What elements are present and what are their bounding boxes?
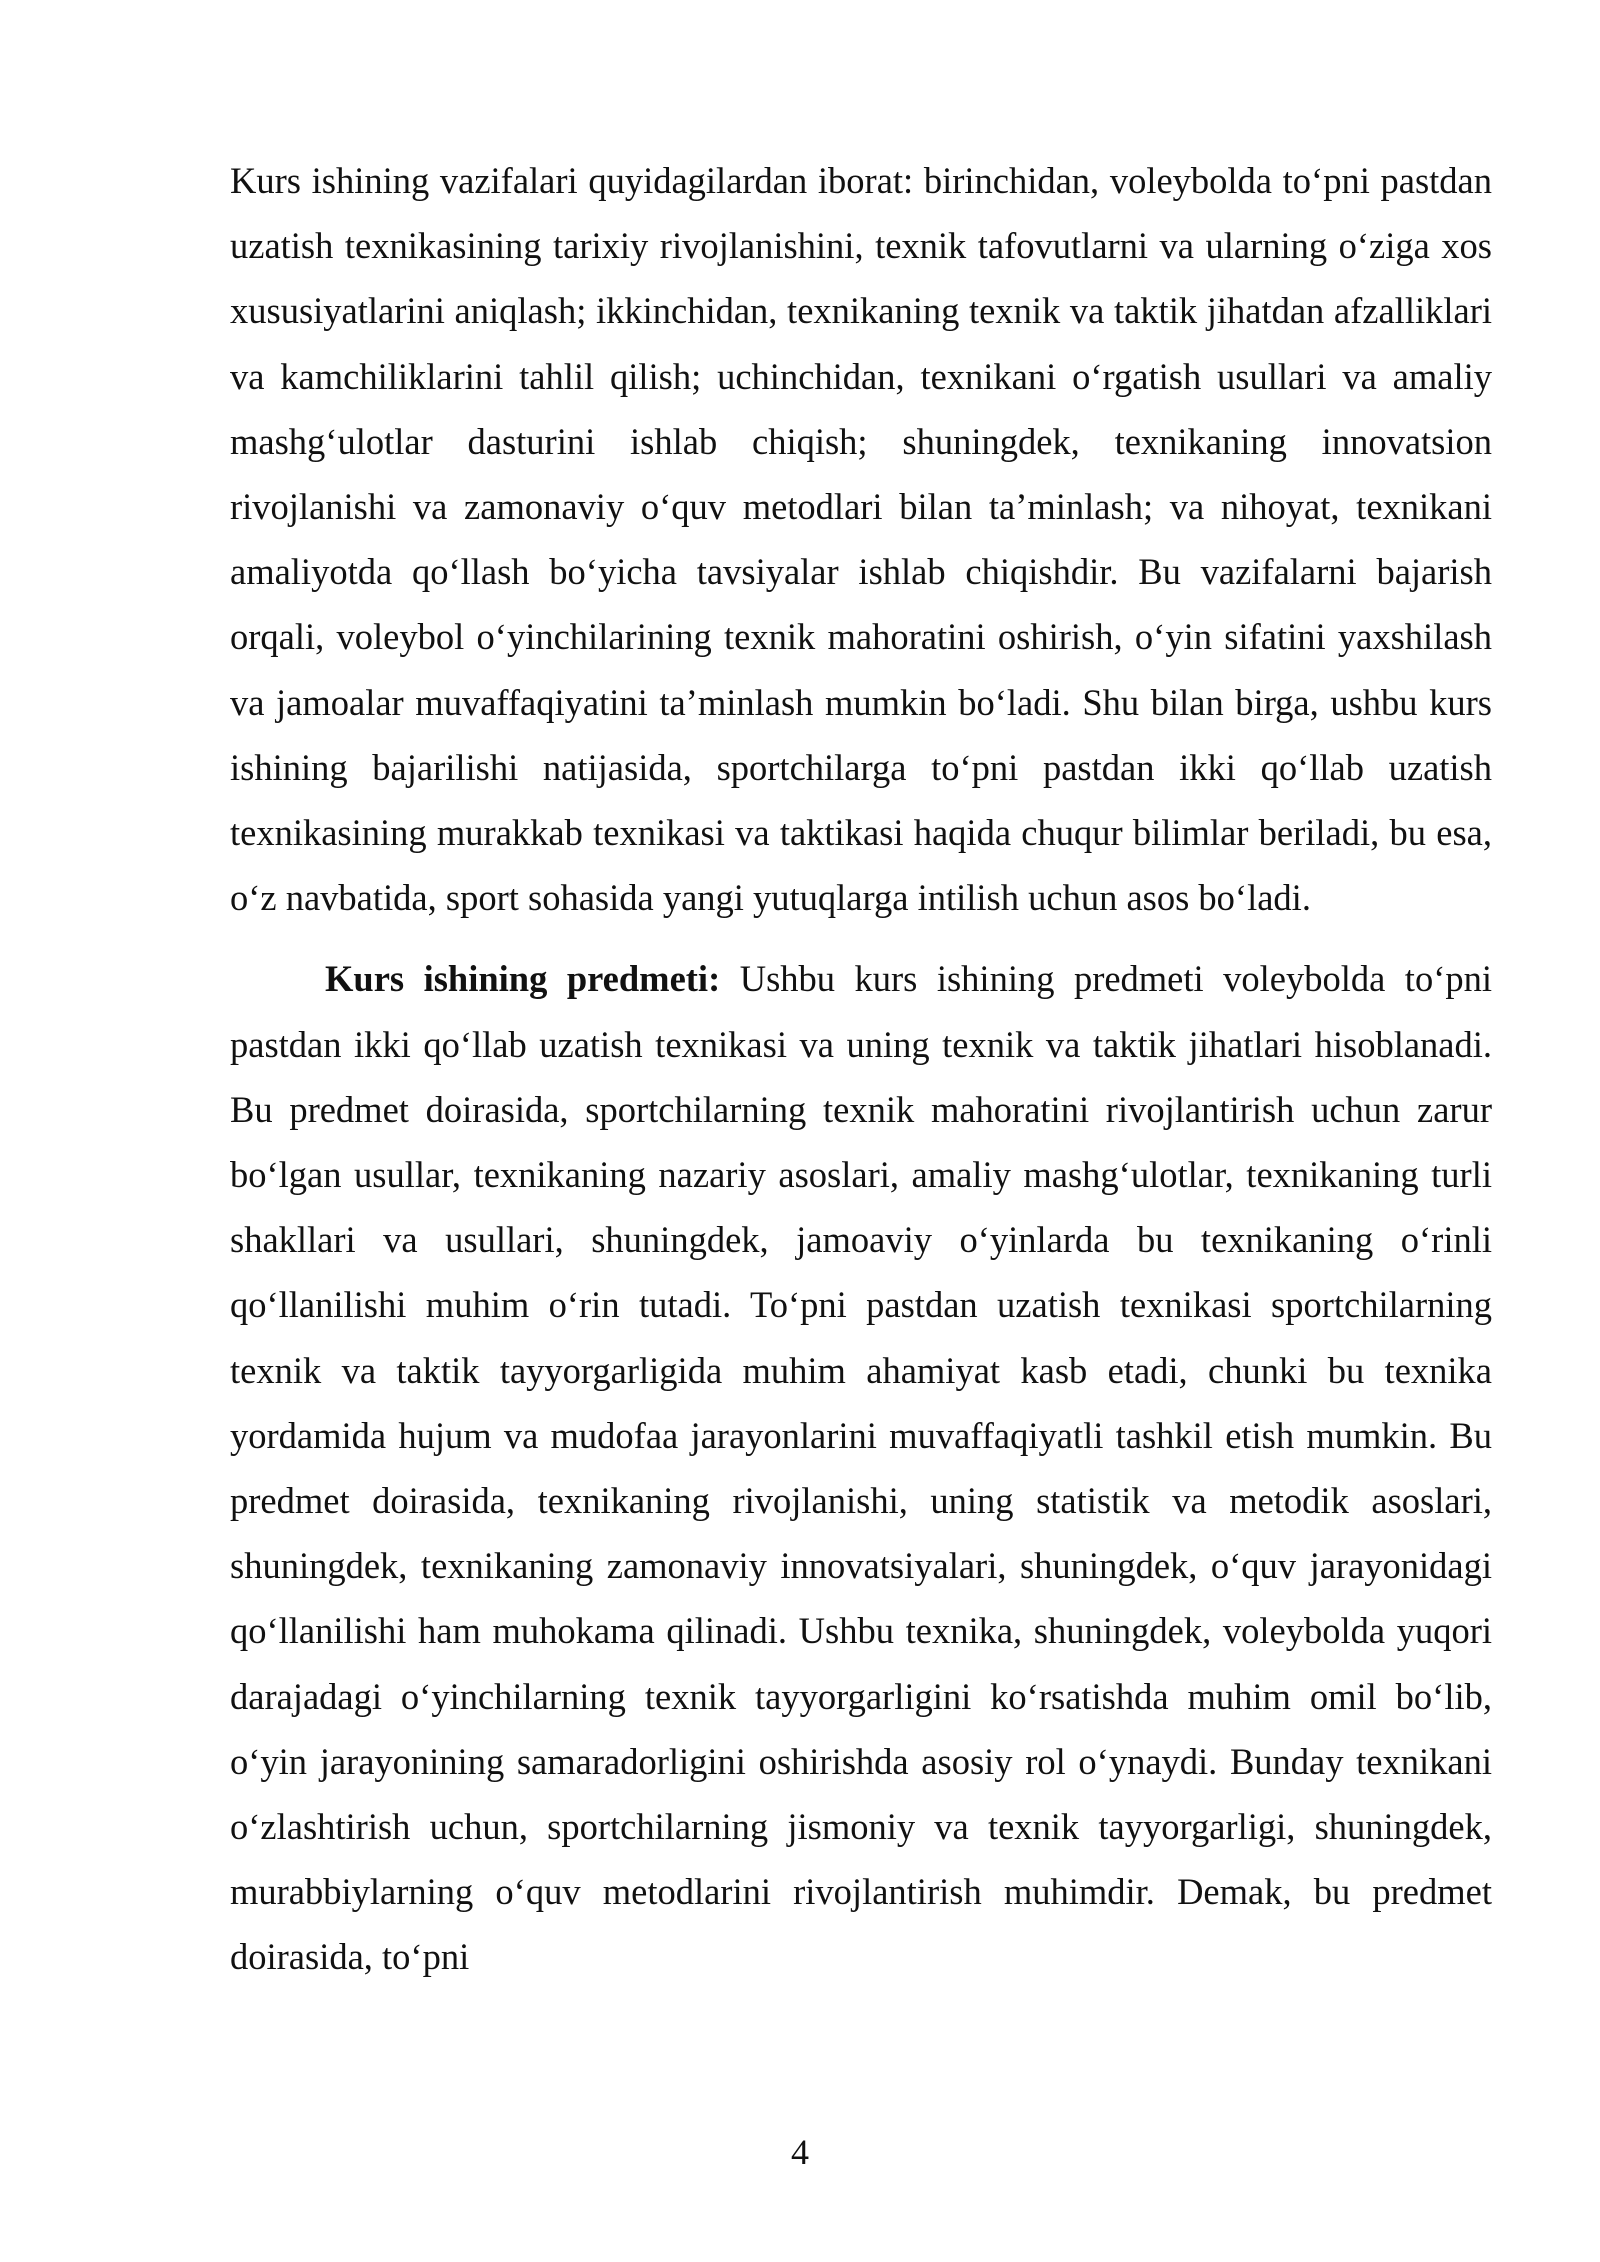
paragraph-course-subject: [230, 946, 1492, 1989]
body-text: [230, 148, 1492, 1990]
run-in-heading: Kurs ishining predmeti:: [325, 958, 721, 1000]
paragraph-text: Kurs ishining vazifalari quyidagilardan iborat: birinchidan, voleybolda to‘pni pastdan uzatish texnikasining tarixiy rivojlanishini, texnik tafovutlarni va ularning o‘ziga xos xususiyatlarini aniqlash; ikkinchidan, texnikaning texnik va taktik jihatdan afzalliklari va kamchiliklarini tahlil qilish; uchinchidan, texnikani o‘rgatish usullari va amaliy mashg‘ulotlar dasturini ishlab chiqish; shuningdek, texnikaning innovatsion rivojlanishi va zamonaviy o‘quv metodlari bilan ta’minlash; va nihoyat, texnikani amaliyotda qo‘llash bo‘yicha tavsiyalar ishlab chiqishdir. Bu vazifalarni bajarish orqali, voleybol o‘yinchilarining texnik mahoratini oshirish, o‘yin sifatini yaxshilash va jamoalar muvaffaqiyatini ta’minlash mumkin bo‘ladi. Shu bilan birga, ushbu kurs ishining bajarilishi natijasida, sportchilarga to‘pni pastdan ikki qo‘llab uzatish texnikasining murakkab texnikasi va taktikasi haqida chuqur bilimlar beriladi, bu esa, o‘z navbatida, sport sohasida yangi yutuqlarga intilish uchun asos bo‘ladi.: [230, 160, 1492, 919]
paragraph-course-tasks: [230, 148, 1492, 930]
paragraph-text: Ushbu kurs ishining predmeti voleybolda to‘pni pastdan ikki qo‘llab uzatish texnikasi va uning texnik va taktik jihatlari hisoblanadi. Bu predmet doirasida, sportchilarning texnik mahoratini rivojlantirish uchun zarur bo‘lgan usullar, texnikaning nazariy asoslari, amaliy mashg‘ulotlar, texnikaning turli shakllari va usullari, shuningdek, jamoaviy o‘yinlarda bu texnikaning o‘rinli qo‘llanilishi muhim o‘rin tutadi. To‘pni pastdan uzatish texnikasi sportchilarning texnik va taktik tayyorgarligida muhim ahamiyat kasb etadi, chunki bu texnika yordamida hujum va mudofaa jarayonlarini muvaffaqiyatli tashkil etish mumkin. Bu predmet doirasida, texnikaning rivojlanishi, uning statistik va metodik asoslari, shuningdek, texnikaning zamonaviy innovatsiyalari, shuningdek, o‘quv jarayonidagi qo‘llanilishi ham muhokama qilinadi. Ushbu texnika, shuningdek, voleybolda yuqori darajadagi o‘yinchilarning texnik tayyorgarligini ko‘rsatishda muhim omil bo‘lib, o‘yin jarayonining samaradorligini oshirishda asosiy rol o‘ynaydi. Bunday texnikani o‘zlashtirish uchun, sportchilarning jismoniy va texnik tayyorgarligi, shuningdek, murabbiylarning o‘quv metodlarini rivojlantirish muhimdir. Demak, bu predmet doirasida, to‘pni: [230, 958, 1492, 1978]
page-number: 4: [791, 2132, 809, 2172]
